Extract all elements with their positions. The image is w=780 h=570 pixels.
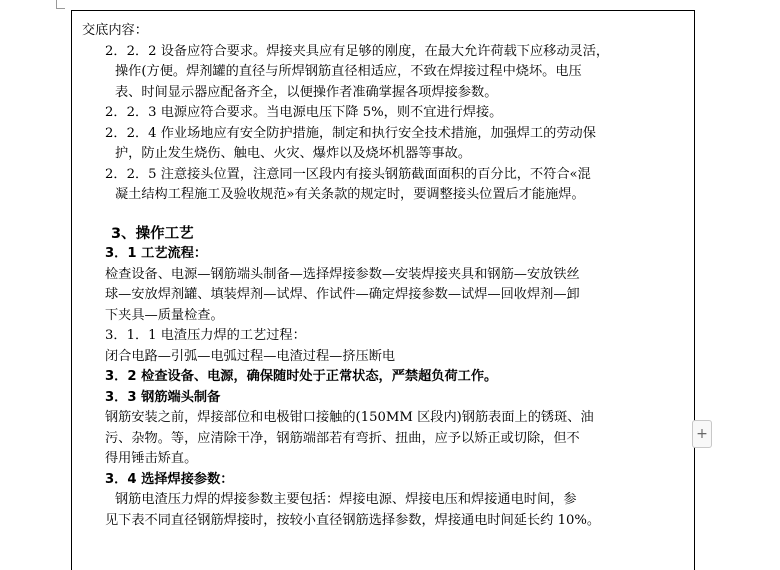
flow-line2: 球—安放焊剂罐、填装焊剂—试焊、作试件—确定焊接参数—试焊—回收焊剂—卸 bbox=[105, 287, 580, 302]
clause-3-4-line1: 钢筋电渣压力焊的焊接参数主要包括：焊接电源、焊接电压和焊接通电时间，参 bbox=[115, 492, 577, 507]
document-content bbox=[82, 21, 690, 531]
flow-line3: 下夹具—质量检查。 bbox=[105, 307, 224, 323]
clause-3-1-1-text: 闭合电路—引弧—电弧过程—电渣过程—挤压断电 bbox=[105, 348, 396, 364]
clause-2-2-4-line1: 2．2．4 作业场地应有安全防护措施，制定和执行安全技术措施，加强焊工的劳动保 bbox=[105, 125, 596, 141]
clause-3-3-line1: 钢筋安装之前，焊接部位和电极钳口接触的(150MM 区段内)钢筋表面上的锈斑、油 bbox=[105, 410, 594, 425]
heading-3-1: 3．1 工艺流程： bbox=[105, 246, 208, 261]
clause-2-2-2-line3: 表、时间显示器应配备齐全，以便操作者准确掌握各项焊接参数。 bbox=[115, 84, 498, 100]
clause-3-4-line2: 见下表不同直径钢筋焊接时，按较小直径钢筋选择参数，焊接通电时间延长约 10%。 bbox=[105, 512, 601, 528]
clause-2-2-5-line1: 2．2．5 注意接头位置，注意同一区段内有接头钢筋截面面积的百分比，不符合«混 bbox=[105, 166, 591, 182]
clause-2-2-2-line2: 操作(方便。焊剂罐的直径与所焊钢筋直径相适应，不致在焊接过程中烧坏。电压 bbox=[115, 64, 582, 79]
add-icon[interactable]: + bbox=[692, 420, 712, 448]
clause-2-2-5-line2: 凝土结构工程施工及验收规范»有关条款的规定时，要调整接头位置后才能施焊。 bbox=[115, 187, 585, 202]
document-page bbox=[71, 10, 695, 570]
heading-3-2: 3．2 检查设备、电源，确保随时处于正常状态，严禁超负荷工作。 bbox=[105, 369, 498, 384]
heading-3-4: 3．4 选择焊接参数： bbox=[105, 471, 234, 487]
section-header: 交底内容： bbox=[82, 23, 148, 38]
clause-2-2-2-line1: 2．2．2 设备应符合要求。焊接夹具应有足够的刚度，在最大允许荷载下应移动灵活， bbox=[105, 43, 610, 59]
clause-2-2-3: 2．2．3 电源应符合要求。当电源电压下降 5%，则不宜进行焊接。 bbox=[105, 105, 503, 120]
clause-3-3-line3: 得用锤击矫直。 bbox=[105, 451, 198, 466]
clause-3-3-line2: 污、杂物。等，应清除干净，钢筋端部若有弯折、扭曲，应予以矫正或切除，但不 bbox=[105, 430, 580, 446]
clause-2-2-4-line2: 护，防止发生烧伤、触电、火灾、爆炸以及烧坏机器等事故。 bbox=[115, 146, 472, 161]
section-spacer bbox=[82, 206, 690, 224]
section-title-operation-process: 3、操作工艺 bbox=[111, 225, 194, 242]
heading-3-3: 3．3 钢筋端头制备 bbox=[105, 389, 221, 405]
flow-line1: 检查设备、电源—钢筋端头制备—选择焊接参数—安装焊接夹具和钢筋—安放铁丝 bbox=[105, 266, 580, 282]
clause-3-1-1: 3．1．1 电渣压力焊的工艺过程： bbox=[105, 328, 306, 343]
page-corner-mark bbox=[56, 0, 65, 9]
